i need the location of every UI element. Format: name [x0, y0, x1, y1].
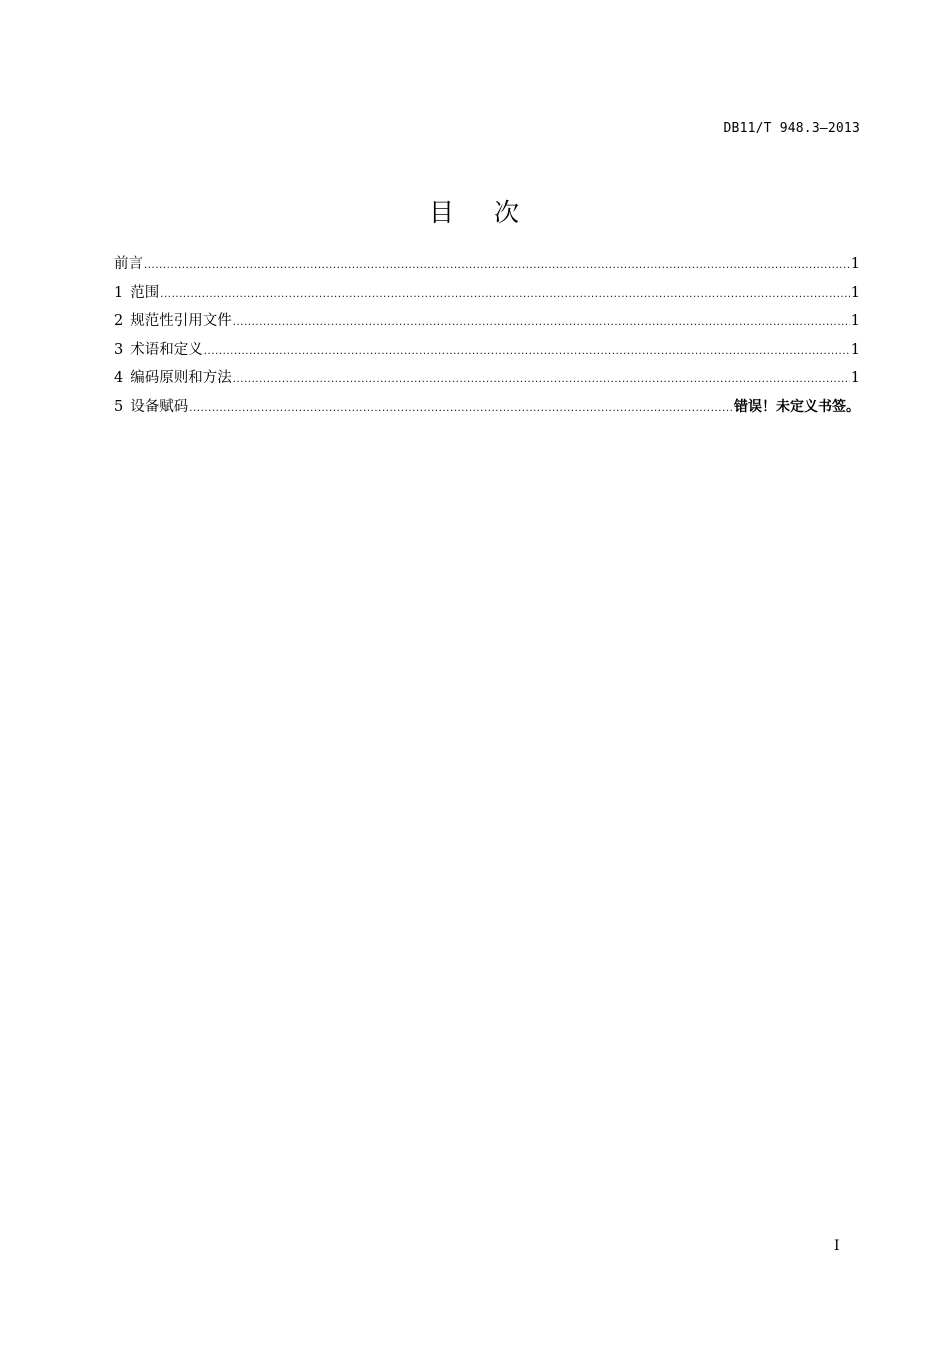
toc-entry-number: 2 — [114, 313, 124, 330]
toc-leader-dots — [160, 289, 850, 300]
toc-entry-page: 1 — [850, 370, 860, 387]
toc-entry-label — [114, 366, 232, 387]
page-number: I — [834, 1238, 840, 1254]
toc-leader-dots — [204, 346, 850, 357]
toc-entry-normative-references[interactable] — [114, 309, 860, 338]
toc-entry-number: 3 — [114, 341, 124, 358]
toc-leader-dots — [233, 374, 850, 385]
toc-entry-terms-definitions[interactable] — [114, 338, 860, 367]
toc-entry-label — [114, 281, 159, 302]
toc-entry-number: 5 — [114, 398, 124, 415]
toc-entry-label — [114, 252, 143, 273]
toc-entry-coding-principles[interactable] — [114, 366, 860, 395]
toc-list — [114, 252, 860, 424]
toc-entry-equipment-coding[interactable] — [114, 395, 860, 424]
toc-entry-label-text: 术语和定义 — [130, 341, 203, 358]
toc-entry-label — [114, 338, 203, 359]
toc-entry-page: 1 — [850, 284, 860, 301]
toc-title — [0, 193, 950, 229]
toc-entry-label-text: 编码原则和方法 — [130, 370, 232, 387]
toc-entry-page: 1 — [850, 341, 860, 358]
toc-entry-label-text: 范围 — [130, 284, 160, 301]
toc-entry-label-text: 规范性引用文件 — [130, 313, 232, 330]
toc-entry-foreword[interactable] — [114, 252, 860, 281]
toc-title-part1: 目 — [428, 198, 456, 227]
toc-leader-dots — [233, 317, 850, 328]
toc-entry-scope[interactable] — [114, 281, 860, 310]
toc-leader-dots — [144, 260, 850, 271]
toc-entry-label-text: 设备赋码 — [130, 398, 189, 415]
toc-entry-number: 4 — [114, 370, 124, 387]
toc-entry-page: 1 — [850, 256, 860, 272]
toc-title-part2: 次 — [494, 198, 522, 227]
document-code: DB11/T 948.3—2013 — [723, 121, 860, 136]
toc-entry-number: 1 — [114, 284, 124, 301]
toc-leader-dots — [189, 403, 733, 414]
toc-entry-label — [114, 395, 188, 416]
toc-entry-page: 1 — [850, 313, 860, 330]
toc-entry-label — [114, 309, 232, 330]
toc-entry-label-text: 前言 — [114, 256, 143, 272]
toc-entry-page-error: 错误！未定义书签。 — [734, 398, 860, 415]
